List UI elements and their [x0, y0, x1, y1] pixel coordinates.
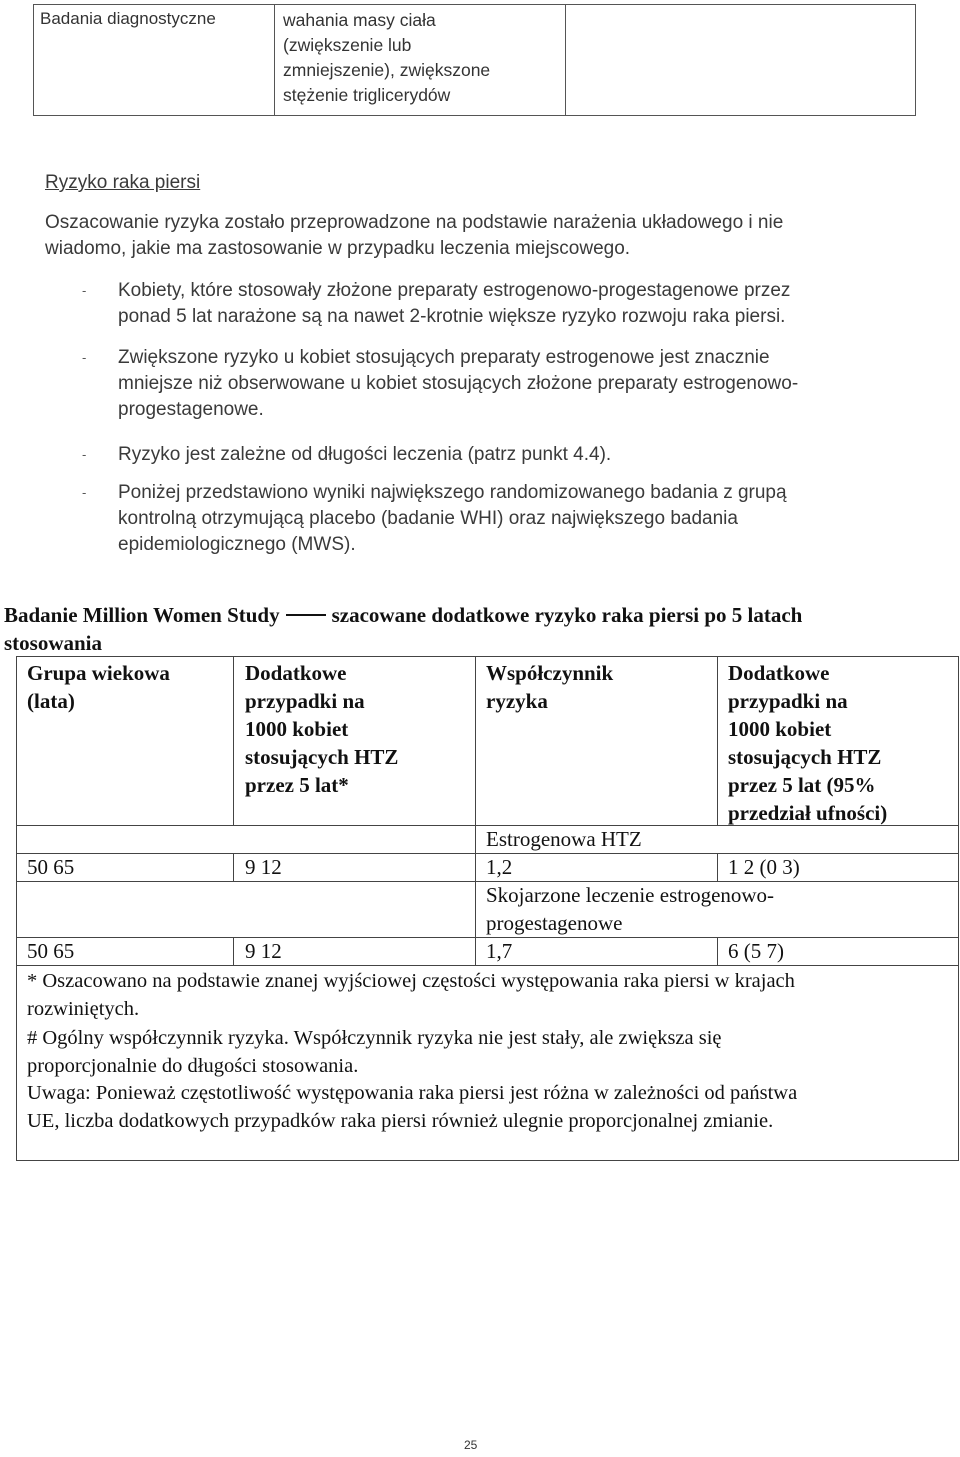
row-divider — [17, 965, 958, 966]
header-line: przez 5 lat (95% — [728, 773, 876, 797]
header-line: przez 5 lat* — [245, 773, 349, 797]
bullet-line: Zwiększone ryzyko u kobiet stosujących preparaty estrogenowe jest znacznie — [118, 347, 770, 368]
mws-title-study: Badanie Million Women Study — [4, 603, 280, 627]
header-line: Dodatkowe — [728, 661, 830, 685]
bullet-dash: - — [82, 485, 87, 500]
bullet-dash: - — [82, 350, 87, 365]
group-label-combined — [486, 881, 774, 937]
top-table-col3 — [566, 5, 915, 115]
footnote-line: proporcjonalnie do długości stosowania. — [27, 1055, 359, 1077]
header-line: Dodatkowe — [245, 661, 347, 685]
footnote-note — [27, 1079, 947, 1135]
group-label-line: progestagenowe — [486, 911, 623, 935]
bullet-line: ponad 5 lat narażone są na nawet 2-krotnie większe ryzyko rozwoju raka piersi. — [118, 306, 786, 327]
bullet-line: epidemiologicznego (MWS). — [118, 534, 356, 555]
header-age-group — [27, 659, 227, 715]
top-table-col2-line: wahania masy ciała — [283, 10, 436, 30]
col-divider — [475, 881, 476, 937]
footnote-line: # Ogólny współczynnik ryzyka. Współczynnik ryzyka nie jest stały, ale zwiększa się — [27, 1027, 722, 1049]
header-line: stosujących HTZ — [728, 745, 882, 769]
bullet-line: Ryzyko jest zależne od długości leczenia (patrz punkt 4.4). — [118, 444, 612, 465]
row-ci: 6 (5 7) — [728, 939, 784, 963]
col-divider — [233, 853, 234, 881]
row-ratio: 1,2 — [486, 855, 513, 879]
bullet-item — [118, 345, 908, 423]
footnote-line: * Oszacowano na podstawie znanej wyjściowej częstości występowania raka piersi w krajach — [27, 970, 795, 992]
bullet-item — [118, 480, 908, 558]
bullet-line: progestagenowe. — [118, 399, 264, 420]
intro-line: wiadomo, jakie ma zastosowanie w przypadku leczenia miejscowego. — [45, 238, 631, 259]
footnote-line: UE, liczba dodatkowych przypadków raka piersi również ulegnie proporcjonalnej zmianie. — [27, 1110, 774, 1132]
header-line: przypadki na — [728, 689, 848, 713]
mws-table — [16, 656, 959, 1161]
col-divider — [475, 937, 476, 965]
footnote-hash — [27, 1024, 947, 1080]
header-line: przypadki na — [245, 689, 365, 713]
header-line: Współczynnik — [486, 661, 614, 685]
col-divider — [717, 657, 718, 825]
col-divider — [233, 657, 234, 825]
section-heading: Ryzyko raka piersi — [45, 172, 201, 193]
bullet-dash: - — [82, 283, 87, 298]
page-number: 25 — [464, 1438, 478, 1452]
header-line: przedział ufności) — [728, 801, 888, 825]
top-table-col2-line: (zwiększenie lub — [283, 35, 412, 55]
mws-title-tail: stosowania — [4, 631, 103, 655]
group-label-estrogen: Estrogenowa HTZ — [486, 827, 642, 851]
footnote-line: Uwaga: Ponieważ częstotliwość występowania raka piersi jest różna w zależności od państwa — [27, 1082, 798, 1104]
mws-table-title — [4, 601, 934, 657]
bullet-item — [118, 278, 908, 330]
top-table-col2-line: stężenie triglicerydów — [283, 85, 451, 105]
col-divider — [233, 937, 234, 965]
row-age: 50 65 — [27, 939, 75, 963]
col-divider — [475, 657, 476, 825]
header-line: ryzyka — [486, 689, 548, 713]
col-divider — [717, 937, 718, 965]
row-ratio: 1,7 — [486, 939, 513, 963]
bullet-line: mniejsze niż obserwowane u kobiet stosujących złożone preparaty estrogenowo- — [118, 373, 799, 394]
bullet-item — [118, 442, 908, 468]
group-label-line: Skojarzone leczenie estrogenowo- — [486, 883, 775, 907]
em-dash — [286, 614, 326, 616]
intro-paragraph — [45, 210, 925, 262]
top-table-col2 — [275, 5, 566, 115]
top-table-col1: Badania diagnostyczne — [34, 5, 275, 115]
bullet-line: Poniżej przedstawiono wyniki największego randomizowanego badania z grupą — [118, 482, 787, 503]
bullet-line: Kobiety, które stosowały złożone preparaty estrogenowo-progestagenowe przez — [118, 280, 791, 301]
col-divider — [717, 853, 718, 881]
header-line: 1000 kobiet — [245, 717, 349, 741]
row-ci: 1 2 (0 3) — [728, 855, 800, 879]
top-table-col2-line: zmniejszenie), zwiększone — [283, 60, 491, 80]
row-cases: 9 12 — [245, 855, 282, 879]
header-additional-cases-ci — [728, 659, 953, 827]
bullet-line: kontrolną otrzymującą placebo (badanie WHI) oraz największego badania — [118, 508, 738, 529]
header-line: stosujących HTZ — [245, 745, 399, 769]
row-age: 50 65 — [27, 855, 75, 879]
header-additional-cases — [245, 659, 470, 799]
row-cases: 9 12 — [245, 939, 282, 963]
header-line: (lata) — [27, 689, 75, 713]
intro-line: Oszacowanie ryzyka zostało przeprowadzone na podstawie narażenia układowego i nie — [45, 212, 784, 233]
header-line: 1000 kobiet — [728, 717, 832, 741]
header-line: Grupa wiekowa — [27, 661, 170, 685]
footnote-asterisk — [27, 967, 947, 1023]
header-risk-ratio — [486, 659, 711, 715]
bullet-dash: - — [82, 447, 87, 462]
top-table — [33, 4, 916, 116]
mws-title-desc: szacowane dodatkowe ryzyko raka piersi po 5 latach — [331, 603, 803, 627]
footnote-line: rozwiniętych. — [27, 998, 140, 1020]
